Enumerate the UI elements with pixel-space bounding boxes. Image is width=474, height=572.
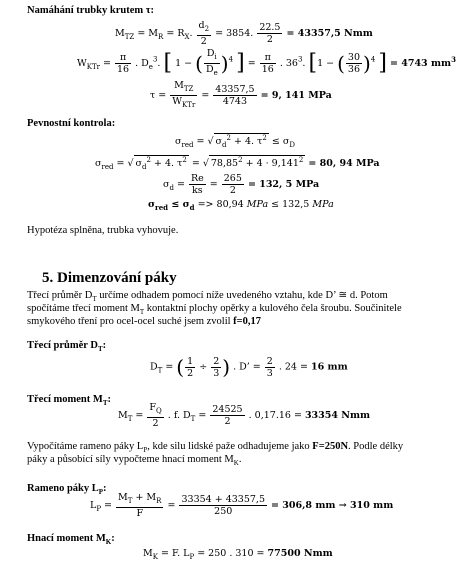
section-modulus-equation: $W_{KTr}$ = $\frac{\pi}{16}$ . $D_e^3$. [ 1 − ( $\frac{D_i}{D_e}$ )$^4$ ] = $\frac{\pi}{16}$ . $36^3$. [1 − ( $\frac{30}{36}$ )$^4$ ] = 4743 $mm^3$ <box>77 48 456 77</box>
shear-stress-equation: τ = $\frac{M_{TZ}}{W_{KTr}}$ = $\frac{43357,5}{4743}$ = 9, 141 MPa <box>150 80 332 109</box>
reduced-stress-condition: $\sigma_{red}$ = √ $\sigma_d^2 + 4$. $\tau^2 \le \sigma_D$ <box>175 134 295 150</box>
lever-paragraph-line-1: Vypočítáme rameno páky $L_P$, kde silu lidské paže odhadujeme jako F=250N. Podle délky <box>27 441 404 455</box>
lever-paragraph-line-2: páky a působící síly vypočteme hnací moment $M_K$. <box>27 454 242 468</box>
allowable-stress-equation: $\sigma_d$ = $\frac{Re}{ks}$ = $\frac{265}{2}$ = 132, 5 MPa <box>163 173 320 196</box>
intro-paragraph-line-1: Třecí průměr $D_T$ určíme odhadem pomocí níže uvedeného vztahu, kde D’ ≅ d. Potom <box>27 290 388 304</box>
torsion-moment-equation: $M_{TZ} = M_R = R_X$. $\frac{d_2}{2}$ = 3854. $\frac{22.5}{2}$ = 43357,5 Nmm <box>115 20 373 47</box>
reduced-stress-equation: $\sigma_{red}$ = √ $\sigma_d^2 + 4$. $\tau^2$ = √ $78,85^2 + 4 \cdot 9,141^2 = 80$, 94 MPa <box>95 156 380 172</box>
lever-arm-heading: Rameno páky $L_P$: <box>27 483 107 497</box>
drive-moment-heading: Hnací moment $M_K$: <box>27 533 115 547</box>
conclusion-text: Hypotéza splněna, trubka vyhovuje. <box>27 225 179 236</box>
drive-moment-equation: $M_K = F$. $L_P = 250$ . 310 = 77500 Nmm <box>143 548 333 561</box>
torsion-heading: Namáhání trubky krutem τ: <box>27 5 155 16</box>
lever-arm-equation: $L_P$ = $\frac{M_T + M_R}{F}$ = $\frac{33354 + 43357,5}{250}$ = 306,8 mm → 310 mm <box>90 492 394 519</box>
friction-moment-heading: Třecí moment $M_T$: <box>27 394 111 408</box>
section-title: 5. Dimenzování páky <box>42 270 177 286</box>
friction-diameter-equation: $D_T$ = ( $\frac{1}{2}$ ÷ $\frac{2}{3}$ ) . D’ = $\frac{2}{3}$ . 24 = 16 mm <box>150 355 348 379</box>
stress-comparison: $\sigma_{red} \le \sigma_d => 80,94$ MPa ≤ 132,5 MPa <box>148 199 334 212</box>
friction-diameter-heading: Třecí průměr $D_T$: <box>27 340 107 354</box>
strength-check-heading: Pevnostní kontrola: <box>27 118 116 129</box>
intro-paragraph-line-3: smykového tření pro ocel-ocel suché jsem zvolil f=0,17 <box>27 316 262 327</box>
friction-moment-equation: $M_T$ = $\frac{F_Q}{2}$ . f. $D_T$ = $\frac{24525}{2}$ . 0,17.16 = 33354 Nmm <box>118 402 371 429</box>
intro-paragraph-line-2: spočítáme třecí moment $M_T$ kontaktní plochy opěrky a kulového čela šroubu. Součinitele <box>27 303 402 317</box>
